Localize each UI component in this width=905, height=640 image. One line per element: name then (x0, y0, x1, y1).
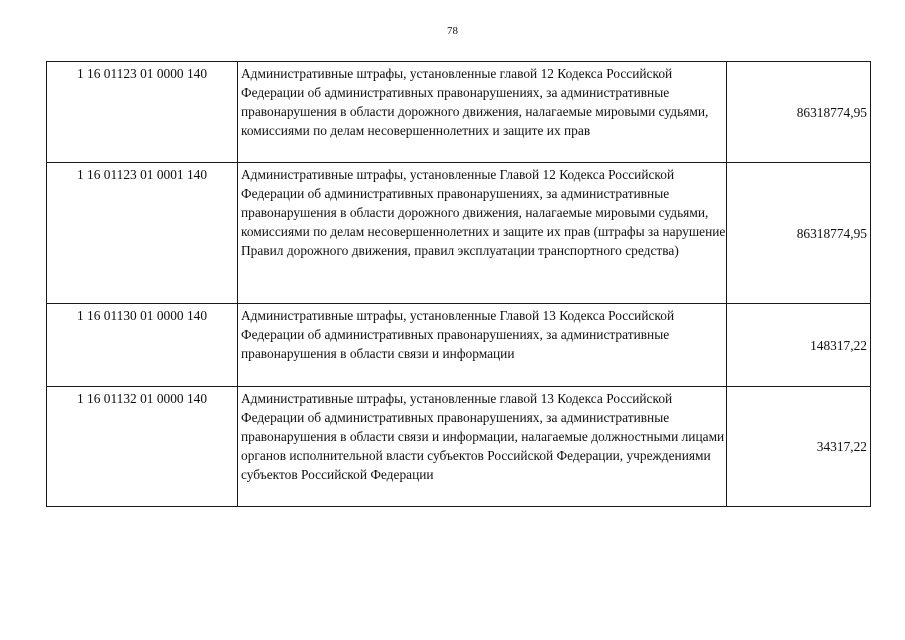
description-cell: Административные штрафы, установленные главой 13 Кодекса Российской Федерации об административных правонарушениях, за административные правонарушения в области связи и информации, налагаемые должностными лицами органов исполнительной власти субъектов Российской Федерации, учреждениями субъектов Российской Федерации (238, 387, 727, 507)
budget-code-cell: 1 16 01132 01 0000 140 (47, 387, 238, 507)
table-row (47, 387, 871, 507)
table-row (47, 163, 871, 304)
amount-cell: 86318774,95 (727, 163, 871, 304)
table-row (47, 62, 871, 163)
amount-cell: 86318774,95 (727, 62, 871, 163)
description-cell: Административные штрафы, установленные Главой 12 Кодекса Российской Федерации об административных правонарушениях, за административные правонарушения в области дорожного движения, налагаемые мировыми судьями, комиссиями по делам несовершеннолетних и защите их прав (штрафы за нарушение Правил дорожного движения, правил эксплуатации транспортного средства) (238, 163, 727, 304)
page-number: 78 (447, 25, 458, 37)
description-cell: Административные штрафы, установленные главой 12 Кодекса Российской Федерации об административных правонарушениях, за административные правонарушения в области дорожного движения, налагаемые мировыми судьями, комиссиями по делам несовершеннолетних и защите их прав (238, 62, 727, 163)
budget-revenue-table (46, 61, 871, 507)
table-row (47, 304, 871, 387)
budget-code-cell: 1 16 01123 01 0001 140 (47, 163, 238, 304)
budget-code-cell: 1 16 01123 01 0000 140 (47, 62, 238, 163)
budget-code-cell: 1 16 01130 01 0000 140 (47, 304, 238, 387)
amount-cell: 148317,22 (727, 304, 871, 387)
amount-cell: 34317,22 (727, 387, 871, 507)
description-cell: Административные штрафы, установленные Главой 13 Кодекса Российской Федерации об административных правонарушениях, за административные правонарушения в области связи и информации (238, 304, 727, 387)
